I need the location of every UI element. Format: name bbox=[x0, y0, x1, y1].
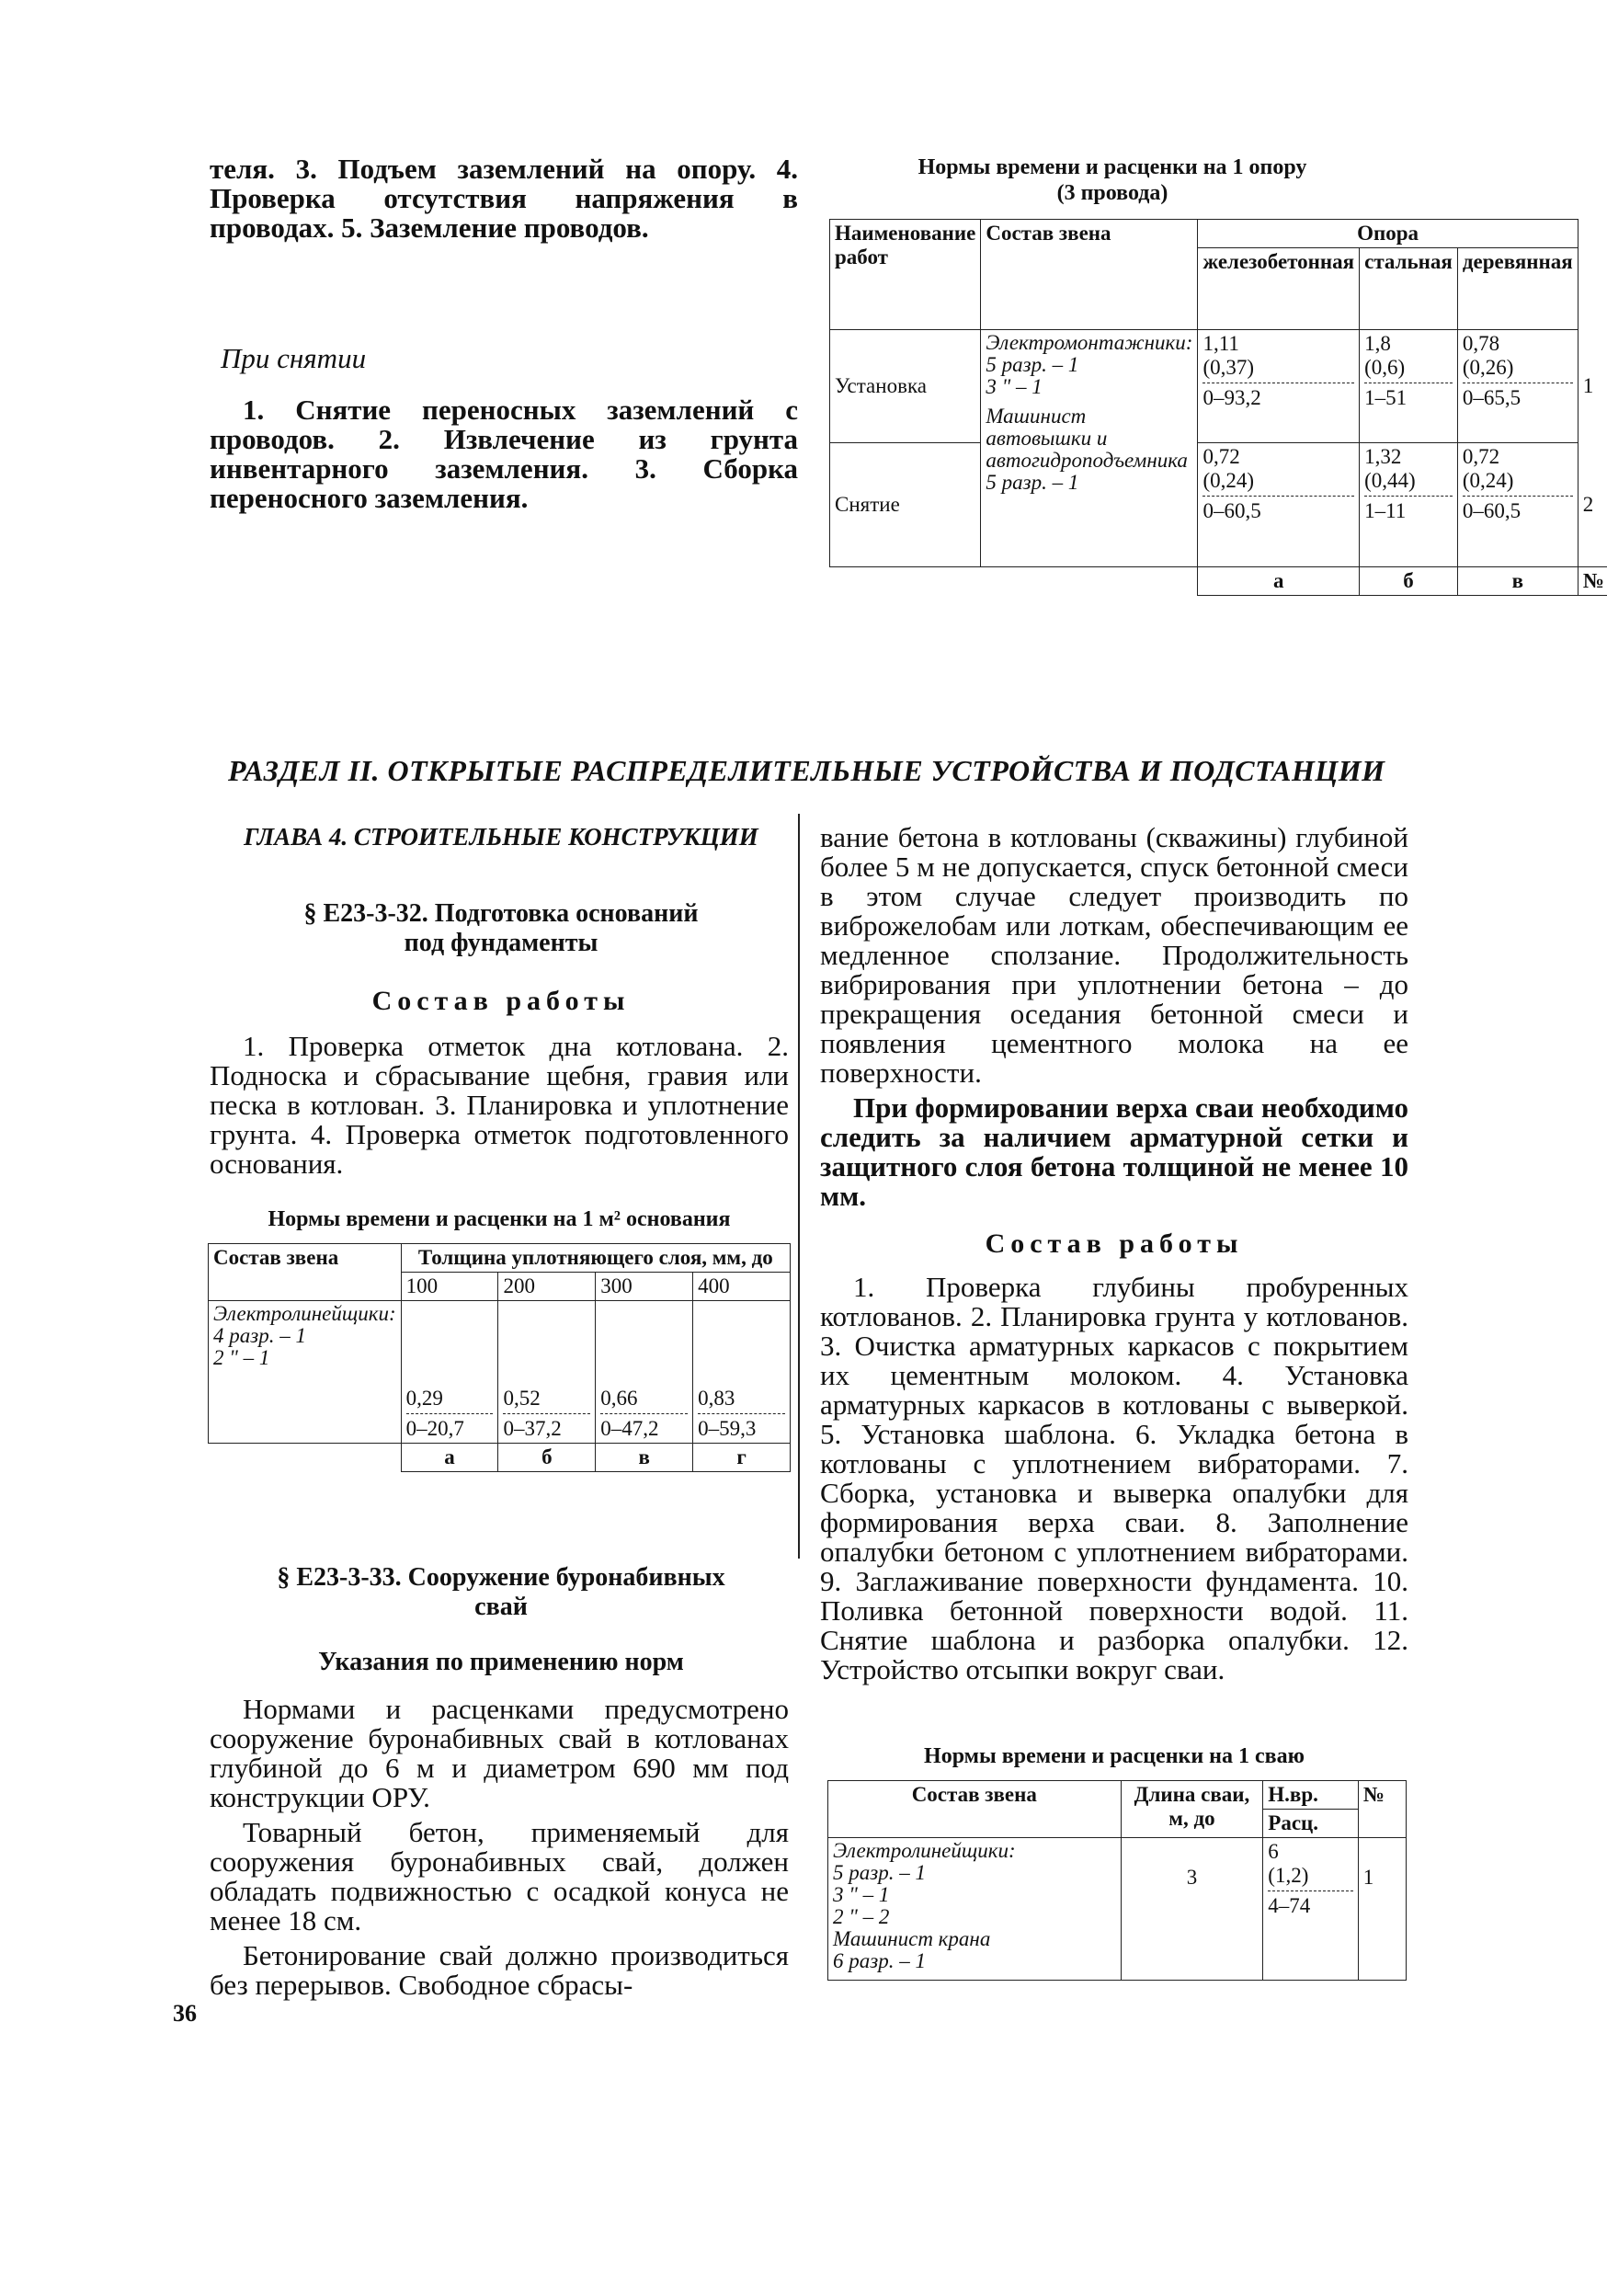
table1-header-name: Наименование работ bbox=[830, 220, 981, 330]
norms-text: Нормами и расценками предусмотрено сооружение буронабивных свай в котлованах глубиной до 6 м и диаметром 690 мм под конструкции ОРУ. Товарный бетон, применяемый для сооружения буронабивных свай, должен обладать подвижностью с осадкой конуса не менее 18 см. Бетонирование свай должно производиться без перерывов. Свободное сбрасы- bbox=[210, 1693, 789, 2001]
work-heading-right: Состав работы bbox=[985, 1228, 1244, 1259]
table1-header-support: Опора bbox=[1198, 220, 1578, 248]
right-col-text: вание бетона в котлованы (скважины) глубиной более 5 м не допускается, спуск бетонной смеси в этом случае следует производить по виброжелобам или лоткам, обеспечивающим ее медленное сползание. Продолжительность вибрирования при уплотнении бетона – до прекращения оседания бетонной смеси и появления цементного молока на ее поверхности. При формировании верха сваи необходимо следить за наличием арматурной сетки и защитного слоя бетона толщиной не менее 10 мм. bbox=[820, 821, 1408, 1212]
table2-footer: а б в г bbox=[209, 1444, 791, 1472]
chapter-title: ГЛАВА 4. СТРОИТЕЛЬНЫЕ КОНСТРУКЦИИ bbox=[244, 823, 758, 851]
table2-header-thickness: Толщина уплотняющего слоя, мм, до bbox=[401, 1244, 790, 1273]
table2-crew: Электролинейщики: 4 разр. – 1 2 " – 1 bbox=[209, 1301, 402, 1444]
top-left-text bbox=[210, 154, 798, 243]
table-row: Электролинейщики: 5 разр. – 1 3 " – 1 2 " – 2 Машинист крана 6 разр. – 1 3 6 (1,2) 4–74 1 bbox=[828, 1838, 1407, 1981]
column-divider bbox=[798, 814, 800, 1559]
table2-caption: Нормы времени и расценки на 1 м² основания bbox=[268, 1207, 731, 1231]
paragraph-33-title: § Е23-3-33. Сооружение буронабивных свай bbox=[277, 1563, 725, 1621]
table-row: Снятие 0,72 (0,24) 0–60,5 1,32 (0,44) 1–11 0,72 (0,24) 0–60,5 2 bbox=[830, 443, 1607, 567]
table3-crew: Электролинейщики: 5 разр. – 1 3 " – 1 2 " – 2 Машинист крана 6 разр. – 1 bbox=[828, 1838, 1122, 1981]
table3-header-price: Расц. bbox=[1263, 1810, 1358, 1838]
table1-header-crew: Состав звена bbox=[981, 220, 1198, 330]
table1-caption: Нормы времени и расценки на 1 опору (3 провода) bbox=[917, 155, 1307, 205]
table1-header-b: стальная bbox=[1360, 248, 1458, 330]
paragraph-32-title: § Е23-3-32. Подготовка оснований под фундаменты bbox=[303, 899, 699, 957]
table3 bbox=[827, 1780, 1407, 1981]
table-row: Установка Электромонтажники: 5 разр. – 1 3 " – 1 Машинист автовышки и автогидроподъемника 5 разр. – 1 1,11 (0,37) 0–93,2 1,8 (0,6) 1–51 0,78 (0,26) 0–65,5 1 bbox=[830, 330, 1607, 443]
norms-heading: Указания по применению норм bbox=[318, 1648, 684, 1676]
table1-header-a: железобетонная bbox=[1198, 248, 1360, 330]
table2: Состав звена Толщина уплотняющего слоя, мм, до 100 200 300 400 Электролинейщики: 4 разр. – 1 2 " – 1 0,29 0–20,7 0,52 0–37,2 0,66 0–47,2 0,83 0–59,3 а б в г bbox=[208, 1243, 791, 1472]
intro-paragraph: теля. 3. Подъем заземлений на опору. 4. Проверка отсутствия напряжения в проводах. 5. Заземление проводов. bbox=[210, 153, 798, 244]
table3-header-num: № bbox=[1358, 1781, 1406, 1838]
table1-crew: Электромонтажники: 5 разр. – 1 3 " – 1 Машинист автовышки и автогидроподъемника 5 разр. – 1 bbox=[981, 330, 1198, 567]
table2-header-crew: Состав звена bbox=[209, 1244, 402, 1301]
page-number: 36 bbox=[173, 2000, 197, 2027]
section-title: РАЗДЕЛ II. ОТКРЫТЫЕ РАСПРЕДЕЛИТЕЛЬНЫЕ УСТРОЙСТВА И ПОДСТАНЦИИ bbox=[228, 754, 1385, 787]
table3-caption: Нормы времени и расценки на 1 сваю bbox=[924, 1744, 1305, 1768]
table1 bbox=[829, 219, 1607, 596]
table3-header-crew: Состав звена bbox=[828, 1781, 1122, 1838]
work-text-right: 1. Проверка глубины пробуренных котлованов. 2. Планировка грунта у котлованов. 3. Очистка арматурных каркасов с покрытием их цементным молоком. 4. Установка арматурных каркасов в котлованы с выверкой. 5. Установка шаблона. 6. Укладка бетона в котлованы с уплотнением вибраторами. 7. Сборка, установка и выверка опалубки для формирования верха сваи. 8. Заполнение опалубки бетоном с уплотнением вибраторами. 9. Заглаживание поверхности фундамента. 10. Поливка бетонной поверхности водой. 11. Снятие шаблона и разборка опалубки. 12. Устройство отсыпки вокруг сваи. bbox=[820, 1271, 1408, 1685]
work-heading-left: Состав работы bbox=[371, 986, 631, 1016]
table1-header-c: деревянная bbox=[1457, 248, 1578, 330]
removal-text: 1. Снятие переносных заземлений с проводов. 2. Извлечение из грунта инвентарного заземления. 3. Сборка переносного заземления. bbox=[210, 394, 798, 514]
table3-header-nvr: Н.вр. bbox=[1263, 1781, 1358, 1810]
work-text-left: 1. Проверка отметок дна котлована. 2. Подноска и сбрасывание щебня, гравия или песка в котлован. 3. Планировка и уплотнение грунта. 4. Проверка отметок подготовленного основания. bbox=[210, 1030, 789, 1180]
table-row: Электролинейщики: 4 разр. – 1 2 " – 1 0,29 0–20,7 0,52 0–37,2 0,66 0–47,2 0,83 0–59,3 bbox=[209, 1301, 791, 1444]
table1-footer: а б в № bbox=[830, 567, 1607, 596]
table3-header-length: Длина сваи, м, до bbox=[1121, 1781, 1263, 1838]
removal-heading: При снятии bbox=[221, 342, 367, 374]
